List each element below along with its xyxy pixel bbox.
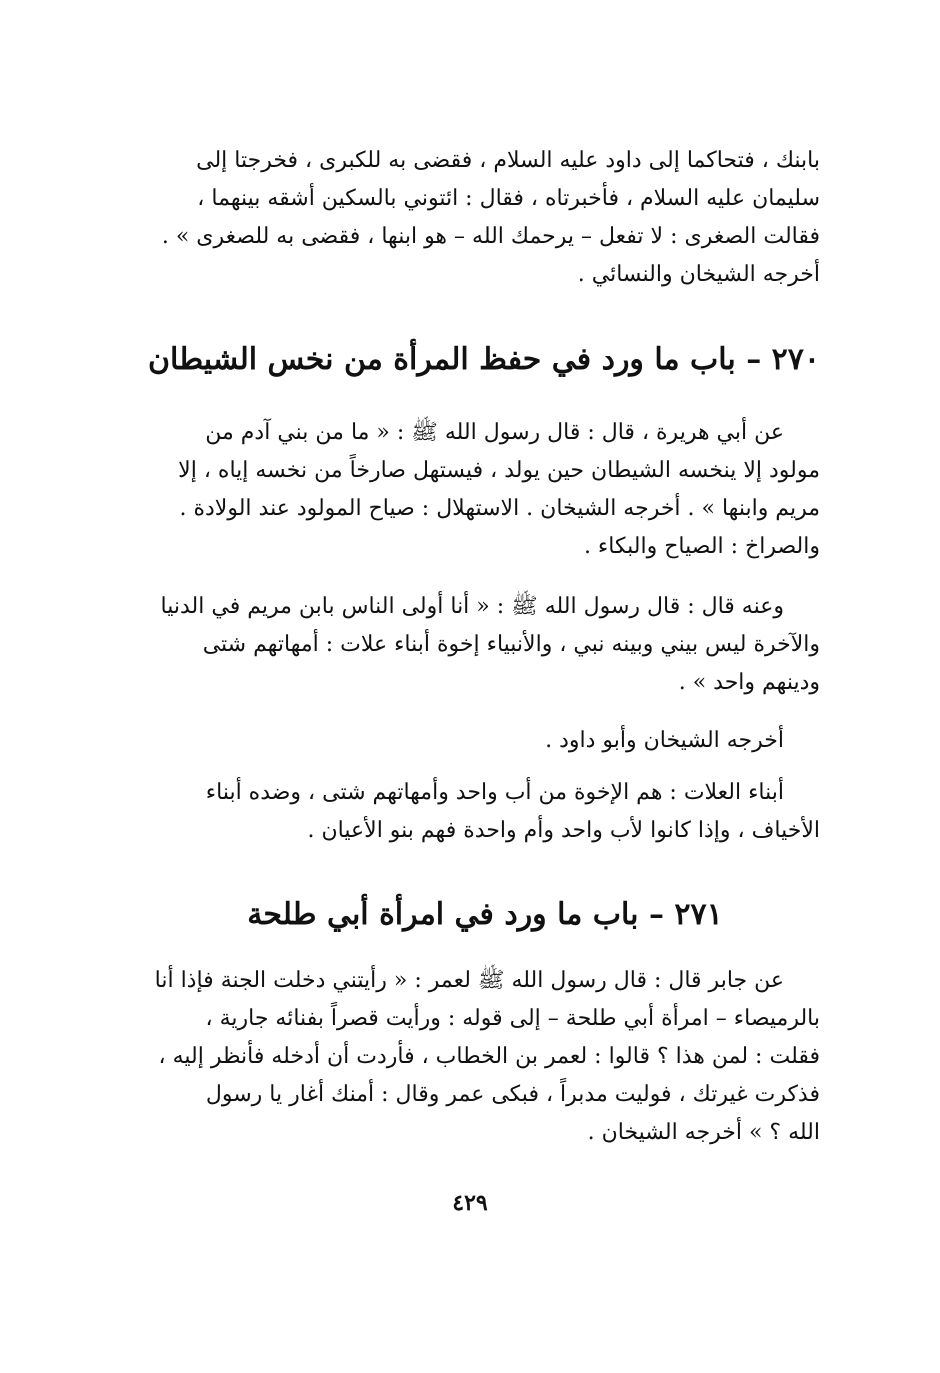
section-270-paragraph-2 xyxy=(150,588,820,702)
text-line: والصراخ : الصياح والبكاء . xyxy=(583,534,820,559)
text-line: أخرجه الشيخان والنسائي . xyxy=(577,262,820,287)
text-line: بابنك ، فتحاكما إلى داود عليه السلام ، فقضى به للكبرى ، فخرجتا إلى xyxy=(196,148,820,173)
text-line: الأخياف ، وإذا كانوا لأب واحد وأم واحدة فهم بنو الأعيان . xyxy=(307,818,820,843)
text-line: فقلت : لمن هذا ؟ قالوا : لعمر بن الخطاب ، فأردت أن أدخله فأنظر إليه ، xyxy=(158,1044,820,1069)
text-line: مريم وابنها » . أخرجه الشيخان . الاستهلال : صياح المولود عند الولادة . xyxy=(179,496,820,521)
text-line: الله ؟ » أخرجه الشيخان . xyxy=(587,1120,820,1145)
text-line: عن أبي هريرة ، قال : قال رسول الله ﷺ : « ما من بني آدم من xyxy=(205,420,784,445)
text-line: أخرجه الشيخان وأبو داود . xyxy=(545,728,784,753)
text-line: والآخرة ليس بيني وبينه نبي ، والأنبياء إخوة أبناء علات : أمهاتهم شتى xyxy=(202,632,820,657)
text-line: وعنه قال : قال رسول الله ﷺ : « أنا أولى الناس بابن مريم في الدنيا xyxy=(160,594,784,619)
text-line: عن جابر قال : قال رسول الله ﷺ لعمر : « رأيتني دخلت الجنة فإذا أنا xyxy=(154,968,784,993)
text-line: أبناء العلات : هم الإخوة من أب واحد وأمهاتهم شتى ، وضده أبناء xyxy=(205,780,784,805)
section-271-heading: ٢٧١ – باب ما ورد في امرأة أبي طلحة xyxy=(247,897,723,932)
text-line: بالرميصاء – امرأة أبي طلحة – إلى قوله : ورأيت قصراً بفنائه جارية ، xyxy=(205,1006,820,1031)
section-270-paragraph-4 xyxy=(150,774,820,850)
text-line: فقالت الصغرى : لا تفعل – يرحمك الله – هو ابنها ، فقضى به للصغرى » . xyxy=(161,224,820,249)
text-line: مولود إلا ينخسه الشيطان حين يولد ، فيستهل صارخاً من نخسه إياه ، إلا xyxy=(178,458,820,483)
page-number: ٤٢٩ xyxy=(452,1190,488,1216)
text-line: فذكرت غيرتك ، فوليت مدبراً ، فبكى عمر وقال : أمنك أغار يا رسول xyxy=(205,1082,820,1107)
text-line: ودينهم واحد » . xyxy=(678,670,820,695)
section-271-paragraph-1 xyxy=(150,962,820,1152)
section-270-paragraph-1 xyxy=(150,414,820,566)
section-270-heading: ٢٧٠ – باب ما ورد في حفظ المرأة من نخس الشيطان xyxy=(148,342,820,377)
section-270-paragraph-3 xyxy=(150,722,820,760)
continuation-paragraph xyxy=(150,142,820,294)
text-line: سليمان عليه السلام ، فأخبرتاه ، فقال : ائتوني بالسكين أشقه بينهما ، xyxy=(197,186,820,211)
